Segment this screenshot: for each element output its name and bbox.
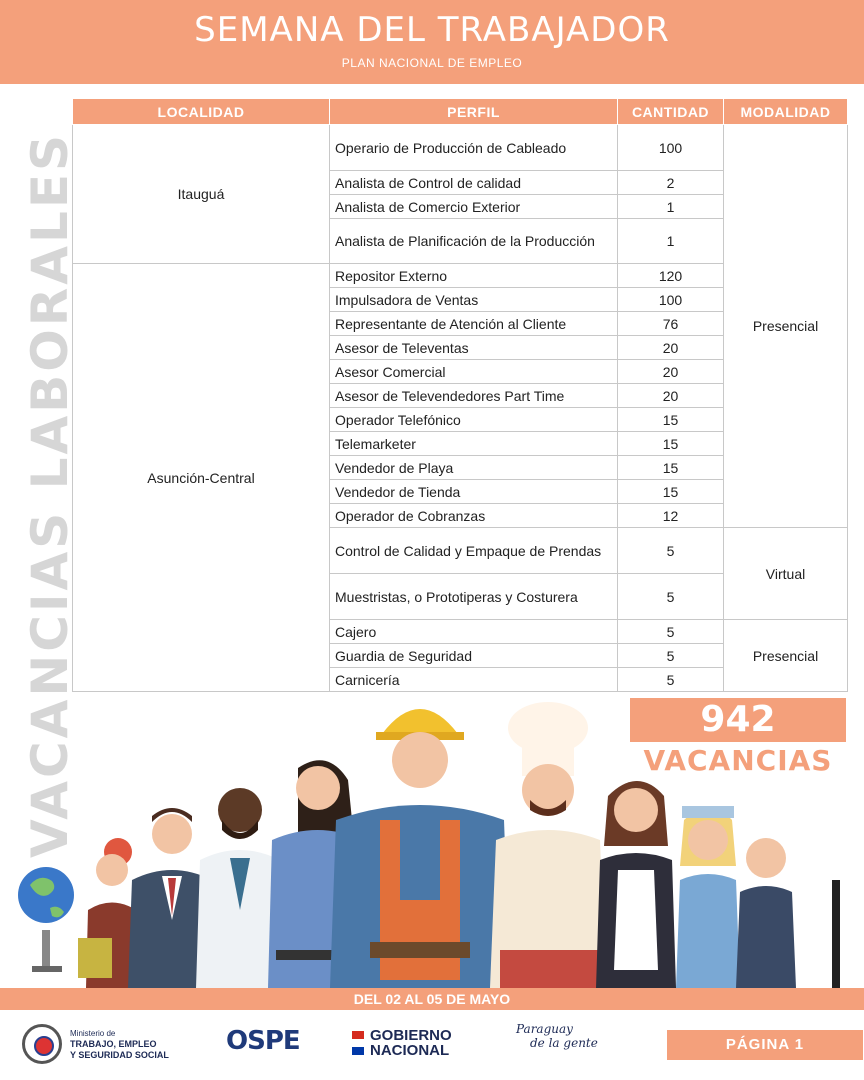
page-title: SEMANA DEL TRABAJADOR (194, 10, 670, 50)
cantidad-cell: 5 (618, 574, 724, 620)
paraguay-line: de la gente (530, 1036, 598, 1050)
worker-figure (330, 709, 510, 988)
cantidad-cell: 5 (618, 528, 724, 574)
ministry-seal-icon (22, 1024, 62, 1064)
ministry-line: Ministerio de (70, 1028, 116, 1038)
perfil-cell: Operario de Producción de Cableado (330, 125, 618, 171)
cantidad-cell: 15 (618, 456, 724, 480)
worker-figure (676, 806, 740, 988)
perfil-cell: Analista de Control de calidad (330, 171, 618, 195)
header-localidad: LOCALIDAD (73, 99, 330, 125)
cantidad-cell: 100 (618, 288, 724, 312)
perfil-cell: Vendedor de Playa (330, 456, 618, 480)
perfil-cell: Carnicería (330, 668, 618, 692)
gobierno-logo (352, 1028, 452, 1058)
cantidad-cell: 1 (618, 219, 724, 264)
workers-illustration (0, 680, 864, 988)
perfil-cell: Impulsadora de Ventas (330, 288, 618, 312)
ministry-line: TRABAJO, EMPLEO (70, 1038, 157, 1049)
perfil-cell: Cajero (330, 620, 618, 644)
ministry-line: Y SEGURIDAD SOCIAL (70, 1049, 169, 1060)
cantidad-cell: 1 (618, 195, 724, 219)
cantidad-cell: 5 (618, 620, 724, 644)
worker-figure (596, 781, 676, 988)
cantidad-cell: 2 (618, 171, 724, 195)
table-header-row (73, 99, 848, 125)
perfil-cell: Telemarketer (330, 432, 618, 456)
page-indicator: PÁGINA 1 (667, 1030, 863, 1060)
perfil-cell: Operador de Cobranzas (330, 504, 618, 528)
modalidad-cell: Presencial (724, 125, 848, 528)
cantidad-cell: 5 (618, 644, 724, 668)
perfil-cell: Asesor Comercial (330, 360, 618, 384)
perfil-cell: Muestristas, o Prototiperas y Costurera (330, 574, 618, 620)
header-modalidad: MODALIDAD (724, 99, 848, 125)
gobierno-line: NACIONAL (370, 1042, 450, 1059)
total-vacancies-number: 942 (630, 698, 846, 742)
cantidad-cell: 20 (618, 360, 724, 384)
globe-icon (18, 867, 74, 972)
perfil-cell: Guardia de Seguridad (330, 644, 618, 668)
paraguay-flag-icon (352, 1031, 364, 1055)
perfil-cell: Analista de Planificación de la Producción (330, 219, 618, 264)
cantidad-cell: 20 (618, 384, 724, 408)
paraguay-logo (516, 1022, 598, 1050)
cantidad-cell: 12 (618, 504, 724, 528)
page-subtitle: PLAN NACIONAL DE EMPLEO (341, 56, 523, 70)
paraguay-line: Paraguay (516, 1022, 573, 1036)
perfil-cell: Vendedor de Tienda (330, 480, 618, 504)
perfil-cell: Asesor de Televentas (330, 336, 618, 360)
cantidad-cell: 15 (618, 480, 724, 504)
worker-figure (490, 702, 606, 988)
perfil-cell: Representante de Atención al Cliente (330, 312, 618, 336)
localidad-cell: Asunción-Central (73, 264, 330, 692)
modalidad-cell: Presencial (724, 620, 848, 692)
worker-figure (736, 838, 840, 988)
modalidad-cell: Virtual (724, 528, 848, 620)
localidad-cell: Itauguá (73, 125, 330, 264)
header-cantidad: CANTIDAD (618, 99, 724, 125)
perfil-cell: Repositor Externo (330, 264, 618, 288)
cantidad-cell: 120 (618, 264, 724, 288)
page-header (0, 0, 864, 84)
cantidad-cell: 15 (618, 408, 724, 432)
date-bar: DEL 02 AL 05 DE MAYO (0, 988, 864, 1010)
cantidad-cell: 100 (618, 125, 724, 171)
perfil-cell: Control de Calidad y Empaque de Prendas (330, 528, 618, 574)
perfil-cell: Analista de Comercio Exterior (330, 195, 618, 219)
side-title: VACANCIAS LABORALES (21, 131, 79, 859)
cantidad-cell: 15 (618, 432, 724, 456)
table-row (73, 125, 848, 171)
ministry-name (70, 1028, 169, 1061)
cantidad-cell: 5 (618, 668, 724, 692)
ospe-logo (226, 1026, 300, 1056)
header-perfil: PERFIL (330, 99, 618, 125)
total-vacancies-label: VACANCIAS (643, 744, 833, 777)
gobierno-line: GOBIERNO (370, 1027, 452, 1044)
ospe-text: OSPE (226, 1026, 300, 1056)
cantidad-cell: 20 (618, 336, 724, 360)
perfil-cell: Operador Telefónico (330, 408, 618, 432)
vacancies-table (72, 98, 848, 692)
cantidad-cell: 76 (618, 312, 724, 336)
perfil-cell: Asesor de Televendedores Part Time (330, 384, 618, 408)
ministry-logo (22, 1024, 169, 1064)
